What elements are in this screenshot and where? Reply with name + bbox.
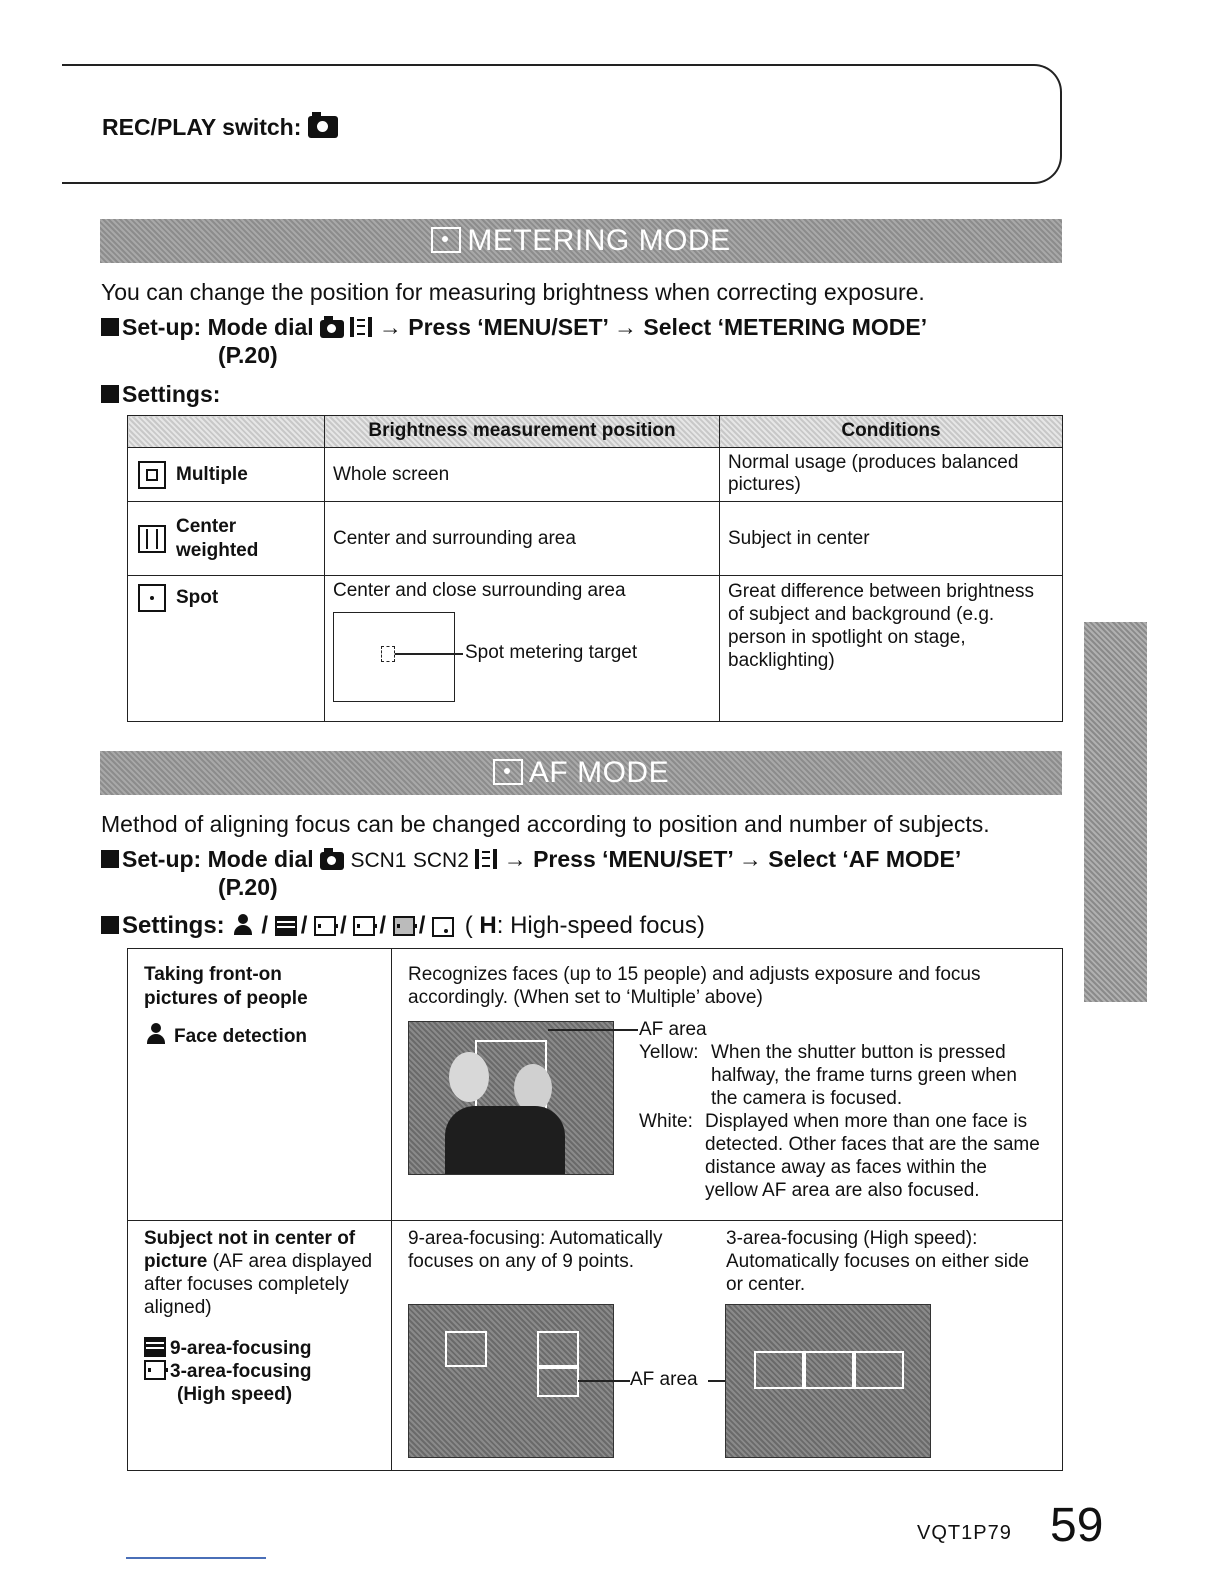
spot-diagram (333, 612, 711, 712)
side-tab (1084, 622, 1147, 1002)
face-detection-cell (128, 949, 392, 1221)
nine-area-icon (144, 1337, 166, 1357)
metering-mode-banner: METERING MODE (100, 219, 1062, 263)
face-desc: Recognizes faces (up to 15 people) and adjusts exposure and focus accordingly. (When set to ‘Multiple’ above) (408, 964, 981, 1008)
spot-position-text: Center and close surrounding area (333, 580, 626, 601)
af-intro: Method of aligning focus can be changed according to position and number of subjects. (101, 811, 990, 837)
table-cell (325, 576, 720, 722)
area-desc-cell (392, 1221, 1063, 1471)
face-label: Face detection (174, 1026, 308, 1047)
camera-icon (308, 116, 338, 138)
footer-line (126, 1557, 266, 1559)
nine-area-desc: 9-area-focusing: Automatically focuses on any of 9 points. (408, 1228, 663, 1272)
face-detection-icon (231, 914, 255, 936)
bullet-square (101, 385, 119, 403)
spot-target-label: Spot metering target (465, 642, 638, 663)
table-row (128, 448, 1063, 502)
af-area-leader (578, 1380, 630, 1382)
people-bodies (445, 1106, 565, 1174)
af-area-legend (639, 1018, 1059, 1202)
center-weighted-icon (138, 525, 166, 553)
three-area-desc: 3-area-focusing (High speed): Automatically focuses on either side or center. (726, 1228, 1030, 1295)
nine-area-label: 9-area-focusing (170, 1338, 312, 1359)
af-setup: Set-up: Mode dial SCN1 SCN2 → Press ‘MENU/SET’ → Select ‘AF MODE’ (101, 845, 961, 875)
spot-leader-line (395, 653, 463, 655)
footer-code: VQT1P79 (917, 1522, 1012, 1544)
area-examples (408, 1304, 1046, 1464)
af-settings-line: Settings: / / / / / ( H: High-speed focus) (101, 912, 705, 940)
metering-setup-ref: (P.20) (218, 342, 278, 368)
metering-mode-center-weighted: Center weighted (128, 502, 325, 576)
table-row (128, 576, 1063, 722)
nine-area-icon (275, 916, 297, 936)
white-text: Displayed when more than one face is detected. Other faces that are the same distance away as faces within the yellow AF area are also focused. (705, 1111, 1040, 1201)
table-cell: Whole screen (325, 448, 720, 502)
metering-settings-label: Settings: (101, 380, 220, 408)
camera-icon (320, 320, 344, 338)
af-area-box (537, 1367, 579, 1397)
metering-table (127, 415, 1063, 722)
face-heading: Taking front-on pictures of people (144, 964, 308, 1009)
three-area-label-2: (High speed) (177, 1384, 293, 1405)
metering-setup: Set-up: Mode dial → Press ‘MENU/SET’ → Select ‘METERING MODE’ (101, 313, 927, 341)
metering-header-conditions: Conditions (720, 416, 1063, 448)
scn1-label: SCN1 (350, 849, 407, 872)
bullet-square (101, 916, 119, 934)
af-area-leader (548, 1029, 638, 1031)
bullet-square (101, 850, 119, 868)
metering-intro: You can change the position for measuring brightness when correcting exposure. (101, 279, 925, 305)
table-row (128, 949, 1063, 1221)
three-area-photo (725, 1304, 931, 1458)
table-cell: Center and surrounding area (325, 502, 720, 576)
table-cell: Subject in center (720, 502, 1063, 576)
white-label: White: (639, 1111, 693, 1132)
bullet-square (101, 318, 119, 336)
table-row (128, 502, 1063, 576)
spot-metering-icon (138, 584, 166, 612)
multiple-metering-icon (138, 461, 166, 489)
af-table (127, 948, 1063, 1471)
area-focus-cell (128, 1221, 392, 1471)
area-heading-rest: (AF area displayed after focuses completely aligned) (144, 1251, 373, 1318)
af-mode-banner: AF MODE (100, 751, 1062, 795)
af-area-box (804, 1351, 854, 1389)
table-cell: Great difference between brightness of subject and background (e.g. person in spotlight on stage, backlighting) (720, 576, 1063, 722)
person-face (449, 1052, 489, 1102)
face-desc-cell (392, 949, 1063, 1221)
yellow-label: Yellow: (639, 1042, 699, 1063)
page-number: 59 (1050, 1499, 1104, 1552)
motion-picture-icon (350, 317, 372, 337)
rec-play-label: REC/PLAY switch: (102, 114, 338, 141)
camera-icon (320, 852, 344, 870)
spot-focus-icon (432, 917, 454, 937)
area-heading: Subject not in center of picture (144, 1228, 356, 1272)
yellow-text: When the shutter button is pressed halfway, the frame turns green when the camera is focused. (711, 1042, 1017, 1109)
table-cell: Normal usage (produces balanced pictures) (720, 448, 1063, 502)
af-area-label: AF area (639, 1019, 707, 1040)
metering-mode-spot: Spot (128, 576, 325, 722)
af-area-label: AF area (630, 1369, 698, 1390)
af-area-box (445, 1331, 487, 1367)
one-area-high-speed-icon (353, 916, 375, 936)
three-area-icon (314, 916, 336, 936)
af-area-box (537, 1331, 579, 1367)
metering-header-empty (128, 416, 325, 448)
face-detection-icon (144, 1023, 168, 1045)
person-face (514, 1064, 552, 1112)
face-example (408, 1019, 1046, 1201)
three-area-label: 3-area-focusing (170, 1361, 312, 1382)
metering-icon (431, 227, 461, 253)
spot-target-icon (381, 646, 395, 662)
af-area-box (754, 1351, 804, 1389)
af-setup-ref: (P.20) (218, 874, 278, 900)
one-area-icon (393, 916, 415, 936)
scn2-label: SCN2 (412, 849, 469, 872)
af-mode-icon (493, 759, 523, 785)
metering-mode-multiple: Multiple (128, 448, 325, 502)
table-row (128, 1221, 1063, 1471)
three-area-icon (144, 1360, 166, 1380)
motion-picture-icon (475, 849, 497, 869)
metering-header-position: Brightness measurement position (325, 416, 720, 448)
face-photo (408, 1021, 614, 1175)
high-speed-symbol: H (479, 912, 497, 939)
af-area-box (854, 1351, 904, 1389)
